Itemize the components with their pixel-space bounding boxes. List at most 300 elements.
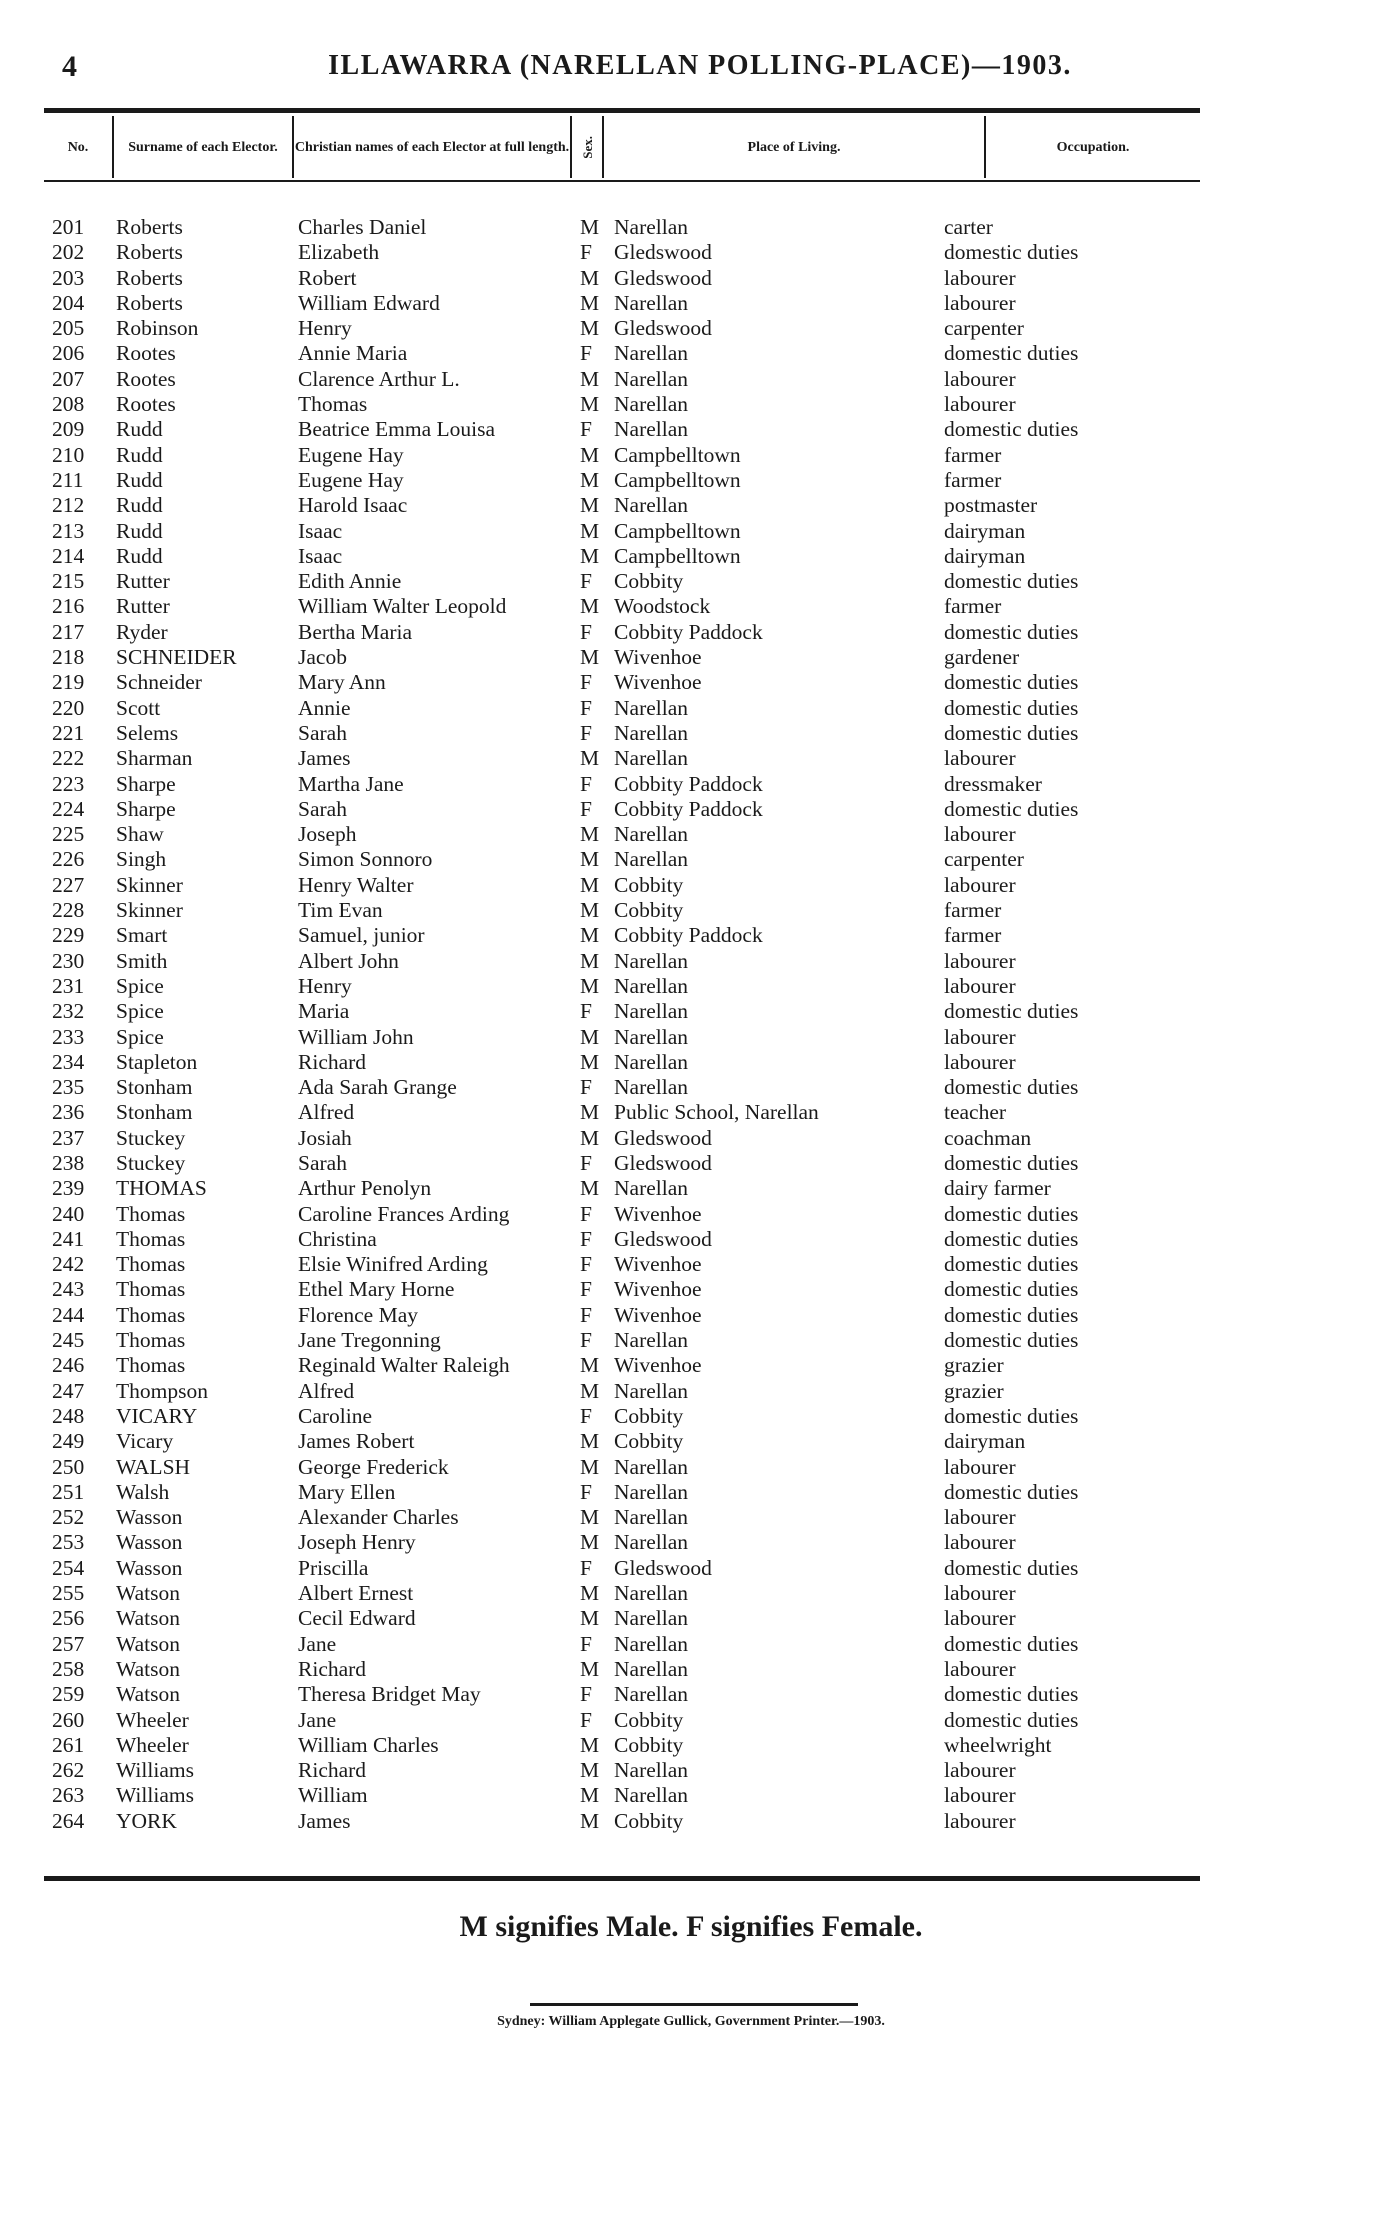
- elector-sex: M: [580, 822, 600, 847]
- elector-place-of-living: Narellan: [614, 1606, 689, 1631]
- elector-occupation: domestic duties: [944, 619, 1079, 644]
- elector-sex: M: [580, 1353, 600, 1378]
- elector-occupation: farmer: [944, 898, 1002, 923]
- elector-number: 244: [52, 1302, 85, 1327]
- elector-occupation: coachman: [944, 1125, 1032, 1150]
- elector-occupation: domestic duties: [944, 1226, 1079, 1251]
- elector-number: 222: [52, 746, 85, 771]
- table-row: [44, 215, 1200, 240]
- elector-sex: M: [580, 973, 600, 998]
- elector-sex: M: [580, 1758, 600, 1783]
- elector-number: 236: [52, 1100, 85, 1125]
- elector-number: 234: [52, 1049, 85, 1074]
- elector-surname: Rudd: [116, 467, 163, 492]
- elector-occupation: domestic duties: [944, 1682, 1079, 1707]
- table-row: [44, 392, 1200, 417]
- table-row: [44, 1075, 1200, 1100]
- elector-place-of-living: Wivenhoe: [614, 1302, 702, 1327]
- elector-occupation: carter: [944, 215, 993, 239]
- elector-number: 214: [52, 543, 85, 568]
- elector-christian-names: Clarence Arthur L.: [298, 366, 460, 391]
- elector-sex: M: [580, 1732, 600, 1757]
- elector-christian-names: Alfred: [298, 1100, 355, 1125]
- elector-surname: Skinner: [116, 872, 183, 897]
- elector-occupation: domestic duties: [944, 670, 1079, 695]
- elector-place-of-living: Narellan: [614, 1454, 689, 1479]
- table-row: [44, 746, 1200, 771]
- elector-occupation: domestic duties: [944, 569, 1079, 594]
- table-row: [44, 1126, 1200, 1151]
- elector-christian-names: Sarah: [298, 720, 347, 745]
- table-row: [44, 316, 1200, 341]
- elector-occupation: grazier: [944, 1353, 1004, 1378]
- elector-surname: Watson: [116, 1581, 180, 1606]
- table-row: [44, 1632, 1200, 1657]
- elector-occupation: grazier: [944, 1378, 1004, 1403]
- elector-occupation: labourer: [944, 1808, 1016, 1833]
- elector-sex: F: [580, 1302, 592, 1327]
- elector-occupation: labourer: [944, 1454, 1016, 1479]
- elector-sex: M: [580, 1783, 600, 1808]
- elector-sex: M: [580, 1505, 600, 1530]
- elector-surname: Spice: [116, 973, 164, 998]
- elector-occupation: postmaster: [944, 493, 1038, 518]
- elector-christian-names: Caroline: [298, 1403, 373, 1428]
- elector-number: 263: [52, 1783, 85, 1808]
- elector-sex: F: [580, 1479, 592, 1504]
- elector-surname: Rudd: [116, 493, 163, 518]
- elector-sex: M: [580, 467, 600, 492]
- elector-surname: Rutter: [116, 594, 170, 619]
- elector-place-of-living: Cobbity Paddock: [614, 771, 763, 796]
- elector-occupation: labourer: [944, 746, 1016, 771]
- elector-surname: Thompson: [116, 1378, 208, 1403]
- elector-number: 201: [52, 215, 85, 239]
- elector-sex: M: [580, 215, 600, 239]
- elector-place-of-living: Wivenhoe: [614, 1252, 702, 1277]
- elector-christian-names: Alexander Charles: [298, 1505, 459, 1530]
- elector-sex: F: [580, 1226, 592, 1251]
- elector-christian-names: Bertha Maria: [298, 619, 413, 644]
- elector-surname: Williams: [116, 1783, 194, 1808]
- elector-number: 204: [52, 290, 85, 315]
- elector-christian-names: William John: [298, 1024, 414, 1049]
- elector-christian-names: Theresa Bridget May: [298, 1682, 481, 1707]
- elector-occupation: dressmaker: [944, 771, 1042, 796]
- table-row: [44, 266, 1200, 291]
- elector-sex: M: [580, 392, 600, 417]
- elector-christian-names: Joseph Henry: [298, 1530, 416, 1555]
- elector-surname: Thomas: [116, 1302, 186, 1327]
- table-row: [44, 468, 1200, 493]
- table-row: [44, 1100, 1200, 1125]
- elector-place-of-living: Narellan: [614, 1682, 689, 1707]
- elector-occupation: domestic duties: [944, 1707, 1079, 1732]
- elector-place-of-living: Narellan: [614, 341, 689, 366]
- elector-christian-names: Annie Maria: [298, 341, 408, 366]
- table-row: [44, 569, 1200, 594]
- table-row: [44, 1809, 1200, 1834]
- elector-occupation: domestic duties: [944, 1479, 1079, 1504]
- elector-surname: Roberts: [116, 290, 183, 315]
- table-row: [44, 797, 1200, 822]
- elector-number: 246: [52, 1353, 85, 1378]
- elector-surname: Singh: [116, 847, 167, 872]
- elector-number: 211: [52, 467, 84, 492]
- elector-number: 210: [52, 442, 85, 467]
- elector-surname: Stapleton: [116, 1049, 198, 1074]
- elector-surname: Williams: [116, 1758, 194, 1783]
- elector-christian-names: Joseph: [298, 822, 357, 847]
- elector-sex: F: [580, 1707, 592, 1732]
- elector-place-of-living: Cobbity Paddock: [614, 923, 763, 948]
- elector-place-of-living: Narellan: [614, 1631, 689, 1656]
- elector-sex: M: [580, 543, 600, 568]
- table-row: [44, 873, 1200, 898]
- elector-christian-names: Elsie Winifred Arding: [298, 1252, 488, 1277]
- printer-imprint: Sydney: William Applegate Gullick, Government Printer.—1903.: [497, 2014, 885, 2029]
- elector-place-of-living: Cobbity: [614, 898, 684, 923]
- elector-occupation: dairyman: [944, 543, 1026, 568]
- elector-sex: M: [580, 1808, 600, 1833]
- table-row: [44, 443, 1200, 468]
- elector-occupation: domestic duties: [944, 1201, 1079, 1226]
- table-row: [44, 1151, 1200, 1176]
- elector-number: 258: [52, 1656, 85, 1681]
- elector-occupation: labourer: [944, 366, 1016, 391]
- elector-number: 218: [52, 645, 85, 670]
- elector-number: 230: [52, 948, 85, 973]
- table-row: [44, 772, 1200, 797]
- elector-sex: M: [580, 1125, 600, 1150]
- table-row: [44, 1202, 1200, 1227]
- elector-sex: M: [580, 1024, 600, 1049]
- elector-place-of-living: Narellan: [614, 1758, 689, 1783]
- elector-surname: Sharpe: [116, 796, 176, 821]
- elector-occupation: labourer: [944, 1049, 1016, 1074]
- elector-surname: Watson: [116, 1682, 180, 1707]
- elector-sex: M: [580, 1100, 600, 1125]
- elector-number: 220: [52, 695, 85, 720]
- elector-occupation: labourer: [944, 1783, 1016, 1808]
- elector-place-of-living: Cobbity: [614, 1403, 684, 1428]
- elector-sex: F: [580, 1403, 592, 1428]
- elector-occupation: carpenter: [944, 847, 1024, 872]
- elector-number: 241: [52, 1226, 85, 1251]
- table-row: [44, 417, 1200, 442]
- elector-surname: Wheeler: [116, 1707, 189, 1732]
- elector-place-of-living: Wivenhoe: [614, 645, 702, 670]
- elector-occupation: labourer: [944, 1581, 1016, 1606]
- elector-number: 212: [52, 493, 85, 518]
- elector-place-of-living: Narellan: [614, 1328, 689, 1353]
- table-row: [44, 999, 1200, 1024]
- elector-sex: M: [580, 1429, 600, 1454]
- elector-sex: M: [580, 1606, 600, 1631]
- elector-surname: Thomas: [116, 1226, 186, 1251]
- elector-number: 216: [52, 594, 85, 619]
- elector-sex: F: [580, 417, 592, 442]
- elector-number: 229: [52, 923, 85, 948]
- table-row: [44, 1429, 1200, 1454]
- elector-occupation: labourer: [944, 1530, 1016, 1555]
- page-number: 4: [62, 50, 77, 83]
- elector-number: 219: [52, 670, 85, 695]
- elector-sex: M: [580, 872, 600, 897]
- elector-number: 209: [52, 417, 85, 442]
- elector-occupation: labourer: [944, 872, 1016, 897]
- table-row: [44, 974, 1200, 999]
- elector-sex: F: [580, 1075, 592, 1100]
- elector-christian-names: James: [298, 1808, 351, 1833]
- elector-sex: M: [580, 1176, 600, 1201]
- elector-sex: M: [580, 1530, 600, 1555]
- elector-number: 215: [52, 569, 85, 594]
- elector-sex: M: [580, 594, 600, 619]
- elector-christian-names: Sarah: [298, 1150, 347, 1175]
- elector-surname: Rootes: [116, 341, 176, 366]
- elector-christian-names: Ethel Mary Horne: [298, 1277, 455, 1302]
- elector-place-of-living: Cobbity Paddock: [614, 796, 763, 821]
- elector-number: 231: [52, 973, 85, 998]
- elector-christian-names: Jane Tregonning: [298, 1328, 441, 1353]
- elector-place-of-living: Gledswood: [614, 265, 712, 290]
- elector-number: 227: [52, 872, 85, 897]
- elector-christian-names: Jacob: [298, 645, 347, 670]
- elector-number: 247: [52, 1378, 85, 1403]
- sex-legend-footnote: M signifies Male. F signifies Female.: [459, 1910, 923, 1943]
- elector-place-of-living: Narellan: [614, 290, 689, 315]
- elector-occupation: domestic duties: [944, 695, 1079, 720]
- elector-christian-names: Reginald Walter Raleigh: [298, 1353, 510, 1378]
- elector-christian-names: Beatrice Emma Louisa: [298, 417, 496, 442]
- table-row: [44, 1227, 1200, 1252]
- elector-surname: Stuckey: [116, 1125, 186, 1150]
- elector-place-of-living: Narellan: [614, 746, 689, 771]
- elector-number: 248: [52, 1403, 85, 1428]
- elector-occupation: dairy farmer: [944, 1176, 1051, 1201]
- elector-sex: M: [580, 442, 600, 467]
- elector-christian-names: William: [298, 1783, 368, 1808]
- elector-place-of-living: Narellan: [614, 847, 689, 872]
- elector-sex: F: [580, 670, 592, 695]
- table-row: [44, 1328, 1200, 1353]
- table-row: [44, 1505, 1200, 1530]
- elector-surname: Selems: [116, 720, 179, 745]
- elector-occupation: labourer: [944, 948, 1016, 973]
- elector-number: 255: [52, 1581, 85, 1606]
- elector-surname: Sharman: [116, 746, 193, 771]
- elector-christian-names: James: [298, 746, 351, 771]
- table-row: [44, 544, 1200, 569]
- elector-surname: Rudd: [116, 417, 163, 442]
- elector-sex: F: [580, 796, 592, 821]
- table-row: [44, 1176, 1200, 1201]
- table-row: [44, 696, 1200, 721]
- elector-place-of-living: Campbelltown: [614, 442, 741, 467]
- table-row: [44, 822, 1200, 847]
- elector-occupation: domestic duties: [944, 1403, 1079, 1428]
- elector-place-of-living: Narellan: [614, 999, 689, 1024]
- elector-place-of-living: Cobbity: [614, 1732, 684, 1757]
- table-header: [44, 116, 1200, 178]
- elector-sex: M: [580, 1049, 600, 1074]
- elector-surname: Wasson: [116, 1505, 183, 1530]
- elector-surname: Robinson: [116, 316, 199, 341]
- elector-place-of-living: Cobbity: [614, 569, 684, 594]
- elector-sex: M: [580, 493, 600, 518]
- header-sex: [572, 116, 604, 178]
- elector-christian-names: Simon Sonnoro: [298, 847, 433, 872]
- elector-place-of-living: Narellan: [614, 1049, 689, 1074]
- elector-surname: Roberts: [116, 215, 183, 239]
- elector-number: 249: [52, 1429, 85, 1454]
- table-row: [44, 721, 1200, 746]
- elector-sex: M: [580, 1581, 600, 1606]
- table-row: [44, 670, 1200, 695]
- elector-christian-names: Charles Daniel: [298, 215, 427, 239]
- elector-sex: M: [580, 290, 600, 315]
- elector-sex: F: [580, 240, 592, 265]
- elector-occupation: domestic duties: [944, 240, 1079, 265]
- elector-number: 262: [52, 1758, 85, 1783]
- elector-surname: Spice: [116, 1024, 164, 1049]
- elector-place-of-living: Gledswood: [614, 240, 712, 265]
- elector-occupation: farmer: [944, 923, 1002, 948]
- table-row: [44, 1708, 1200, 1733]
- elector-number: 264: [52, 1808, 85, 1833]
- elector-place-of-living: Wivenhoe: [614, 1277, 702, 1302]
- elector-christian-names: Cecil Edward: [298, 1606, 416, 1631]
- table-row: [44, 519, 1200, 544]
- elector-occupation: dairyman: [944, 518, 1026, 543]
- elector-christian-names: Elizabeth: [298, 240, 380, 265]
- elector-surname: Rootes: [116, 366, 176, 391]
- elector-number: 203: [52, 265, 85, 290]
- elector-occupation: gardener: [944, 645, 1020, 670]
- elector-christian-names: Annie: [298, 695, 351, 720]
- elector-christian-names: Richard: [298, 1656, 367, 1681]
- elector-place-of-living: Wivenhoe: [614, 1353, 702, 1378]
- elector-occupation: domestic duties: [944, 1328, 1079, 1353]
- header-christian-names: Christian names of each Elector at full length.: [294, 116, 572, 178]
- table-row: [44, 1783, 1200, 1808]
- elector-number: 206: [52, 341, 85, 366]
- elector-place-of-living: Gledswood: [614, 316, 712, 341]
- elector-place-of-living: Narellan: [614, 493, 689, 518]
- elector-place-of-living: Narellan: [614, 1783, 689, 1808]
- elector-surname: Thomas: [116, 1277, 186, 1302]
- table-row: [44, 898, 1200, 923]
- elector-occupation: labourer: [944, 1656, 1016, 1681]
- elector-number: 253: [52, 1530, 85, 1555]
- elector-christian-names: Eugene Hay: [298, 442, 404, 467]
- table-row: [44, 847, 1200, 872]
- elector-occupation: labourer: [944, 1505, 1016, 1530]
- elector-surname: Watson: [116, 1656, 180, 1681]
- elector-sex: M: [580, 518, 600, 543]
- elector-place-of-living: Narellan: [614, 1581, 689, 1606]
- elector-place-of-living: Wivenhoe: [614, 670, 702, 695]
- elector-surname: THOMAS: [116, 1176, 207, 1201]
- elector-surname: Walsh: [116, 1479, 170, 1504]
- elector-number: 225: [52, 822, 85, 847]
- table-row: [44, 1758, 1200, 1783]
- table-row: [44, 949, 1200, 974]
- elector-occupation: domestic duties: [944, 341, 1079, 366]
- elector-number: 202: [52, 240, 85, 265]
- table-row: [44, 923, 1200, 948]
- elector-occupation: domestic duties: [944, 1277, 1079, 1302]
- elector-sex: F: [580, 695, 592, 720]
- elector-place-of-living: Cobbity: [614, 872, 684, 897]
- elector-sex: F: [580, 1150, 592, 1175]
- elector-sex: M: [580, 746, 600, 771]
- elector-place-of-living: Woodstock: [614, 594, 711, 619]
- elector-christian-names: Jane: [298, 1707, 337, 1732]
- elector-christian-names: Henry Walter: [298, 872, 414, 897]
- table-row: [44, 1480, 1200, 1505]
- elector-sex: F: [580, 1201, 592, 1226]
- elector-sex: F: [580, 1252, 592, 1277]
- elector-sex: F: [580, 1555, 592, 1580]
- elector-occupation: teacher: [944, 1100, 1007, 1125]
- table-bottom-rule: [44, 1876, 1200, 1881]
- elector-surname: Schneider: [116, 670, 202, 695]
- elector-christian-names: Thomas: [298, 392, 368, 417]
- elector-number: 240: [52, 1201, 85, 1226]
- header-top-rule: [44, 108, 1200, 113]
- elector-surname: Sharpe: [116, 771, 176, 796]
- elector-sex: M: [580, 847, 600, 872]
- header-surname: Surname of each Elector.: [114, 116, 294, 178]
- elector-place-of-living: Narellan: [614, 215, 689, 239]
- elector-number: 260: [52, 1707, 85, 1732]
- elector-place-of-living: Narellan: [614, 973, 689, 998]
- elector-christian-names: Isaac: [298, 543, 343, 568]
- elector-occupation: domestic duties: [944, 1555, 1079, 1580]
- elector-sex: M: [580, 366, 600, 391]
- table-row: [44, 1530, 1200, 1555]
- elector-number: 251: [52, 1479, 85, 1504]
- elector-surname: YORK: [116, 1808, 177, 1833]
- elector-place-of-living: Campbelltown: [614, 543, 741, 568]
- elector-number: 237: [52, 1125, 85, 1150]
- table-row: [44, 1025, 1200, 1050]
- elector-surname: Roberts: [116, 265, 183, 290]
- elector-occupation: labourer: [944, 1606, 1016, 1631]
- elector-place-of-living: Campbelltown: [614, 467, 741, 492]
- elector-place-of-living: Narellan: [614, 366, 689, 391]
- elector-place-of-living: Narellan: [614, 1024, 689, 1049]
- elector-sex: M: [580, 316, 600, 341]
- elector-number: 259: [52, 1682, 85, 1707]
- elector-number: 233: [52, 1024, 85, 1049]
- elector-place-of-living: Public School, Narellan: [614, 1100, 819, 1125]
- elector-christian-names: Alfred: [298, 1378, 355, 1403]
- elector-number: 245: [52, 1328, 85, 1353]
- elector-surname: Smith: [116, 948, 168, 973]
- elector-christian-names: Florence May: [298, 1302, 419, 1327]
- table-row: [44, 1252, 1200, 1277]
- elector-surname: Rudd: [116, 543, 163, 568]
- elector-surname: Watson: [116, 1631, 180, 1656]
- elector-number: 205: [52, 316, 85, 341]
- elector-place-of-living: Narellan: [614, 1505, 689, 1530]
- table-row: [44, 367, 1200, 392]
- table-row: [44, 1682, 1200, 1707]
- elector-place-of-living: Narellan: [614, 720, 689, 745]
